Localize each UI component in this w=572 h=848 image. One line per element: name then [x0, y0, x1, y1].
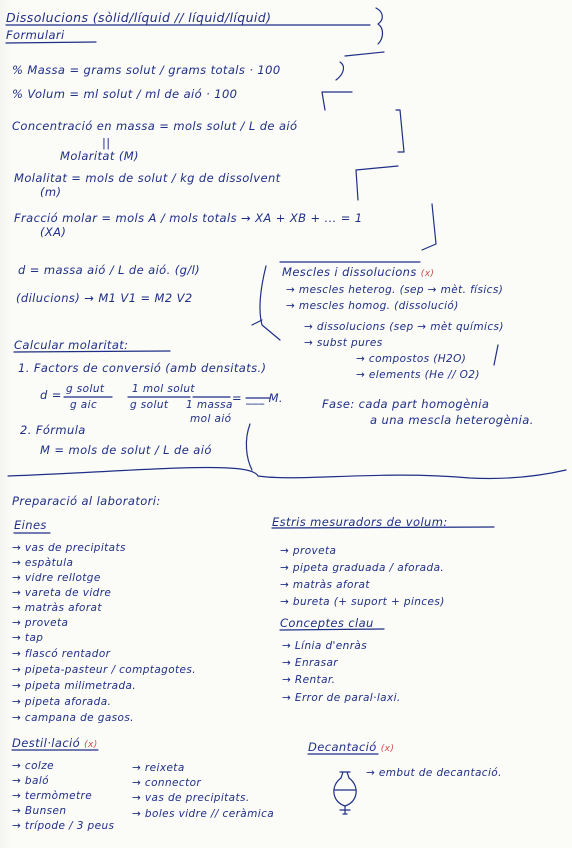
tool-item: → tap [12, 632, 44, 644]
distillation-item: → trípode / 3 peus [12, 820, 115, 832]
mixtures-heading-text: Mescles i dissolucions [282, 265, 417, 279]
tool-item: → pipeta-pasteur / comptagotes. [12, 664, 197, 676]
distillation-item: → colze [12, 760, 55, 772]
volume-tool-item: → pipeta graduada / aforada. [280, 562, 445, 574]
calc-step-1: 1. Factors de conversió (amb densitats.) [18, 361, 267, 375]
page-title: Dissolucions (sòlid/líquid // líquid/líquid) [6, 10, 272, 25]
mixtures-line-3: → dissolucions (sep → mèt químics) [304, 321, 504, 333]
mixtures-line-2: → mescles homog. (dissolució) [286, 300, 459, 312]
tool-item: → campana de gasos. [12, 712, 134, 724]
mass-concentration-formula: Concentració en massa = mols solut / L de aió [12, 119, 298, 133]
phase-definition-1: Fase: cada part homogènia [322, 397, 490, 411]
decantation-mark: (x) [380, 744, 395, 754]
mixtures-line-6: → elements (He // O2) [356, 369, 480, 381]
distillation-item: → reixeta [132, 762, 185, 774]
calc-molarity-heading: Calcular molaritat: [14, 338, 129, 352]
concept-item: → Rentar. [282, 674, 336, 686]
phase-definition-2: a una mescla heterogènia. [370, 413, 534, 427]
distillation-heading [12, 737, 98, 752]
volume-tool-item: → matràs aforat [280, 579, 370, 591]
pct-volume-formula: % Volum = ml solut / ml de aió · 100 [12, 87, 238, 101]
tools-heading: Eines [14, 518, 47, 532]
mixtures-line-4: → subst pures [304, 337, 383, 349]
tool-item: → pipeta milimetrada. [12, 680, 137, 692]
molality-symbol: (m) [40, 185, 62, 199]
tool-item: → matràs aforat [12, 602, 102, 614]
molar-fraction-formula: Fracció molar = mols A / mols totals → XA + XB + ... = 1 [14, 211, 363, 225]
fraction-2-bottom: g solut [130, 399, 169, 411]
concept-item: → Enrasar [282, 657, 338, 669]
density-symbol: d = [40, 388, 62, 402]
decantation-heading [308, 741, 394, 756]
tool-item: → flascó rentador [12, 648, 111, 660]
distillation-item: → connector [132, 777, 202, 789]
mixtures-mark: (x) [420, 269, 435, 279]
fraction-2-top: 1 mol solut [132, 383, 195, 395]
molarity-formula: M = mols de solut / L de aió [40, 443, 212, 457]
concepts-heading: Conceptes clau [280, 616, 374, 630]
volume-tools-heading: Estris mesuradors de volum: [272, 515, 448, 529]
equivalence-mark: || [102, 136, 111, 150]
formulari-heading: Formulari [6, 28, 65, 42]
tool-item: → vareta de vidre [12, 587, 112, 599]
density-formula: d = massa aió / L de aió. (g/l) [18, 263, 201, 277]
concept-item: → Línia d'enràs [282, 640, 368, 652]
tool-item: → espàtula [12, 557, 74, 569]
mixtures-line-5: → compostos (H2O) [356, 353, 467, 365]
fraction-1-top: g solut [66, 383, 105, 395]
mixtures-heading [282, 266, 434, 281]
fraction-1-bottom: g aic [70, 399, 98, 411]
dilution-formula: (dilucions) → M1 V1 = M2 V2 [16, 291, 193, 305]
molarity-label: Molaritat (M) [60, 149, 139, 163]
calc-step-2: 2. Fórmula [20, 423, 86, 437]
distillation-item: → baló [12, 775, 49, 787]
lab-heading: Preparació al laboratori: [12, 494, 161, 508]
tool-item: → vas de precipitats [12, 542, 126, 554]
tool-item: → vidre rellotge [12, 572, 101, 584]
molality-formula: Molalitat = mols de solut / kg de dissolvent [14, 171, 281, 185]
distillation-item: → boles vidre // ceràmica [132, 808, 275, 820]
decantation-item: → embut de decantació. [366, 767, 502, 779]
molarity-result: = ___ M. [232, 391, 283, 405]
distillation-item: → Bunsen [12, 805, 67, 817]
volume-tool-item: → proveta [280, 545, 337, 557]
mixtures-line-1: → mescles heterog. (sep → mèt. físics) [286, 284, 504, 296]
decantation-heading-text: Decantació [308, 740, 377, 754]
concept-item: → Error de paral·laxi. [282, 692, 401, 704]
volume-tool-item: → bureta (+ suport + pinces) [280, 596, 445, 608]
distillation-mark: (x) [84, 740, 98, 750]
pct-mass-formula: % Massa = grams solut / grams totals · 100 [12, 63, 281, 77]
distillation-heading-text: Destil·lació [12, 736, 81, 750]
distillation-item: → termòmetre [12, 790, 93, 802]
fraction-3-top: 1 massa [186, 399, 233, 411]
distillation-item: → vas de precipitats. [132, 792, 250, 804]
tool-item: → pipeta aforada. [12, 696, 112, 708]
fraction-3-bottom: mol aió [190, 413, 232, 425]
molar-fraction-symbol: (XA) [40, 225, 67, 239]
tool-item: → proveta [12, 617, 69, 629]
